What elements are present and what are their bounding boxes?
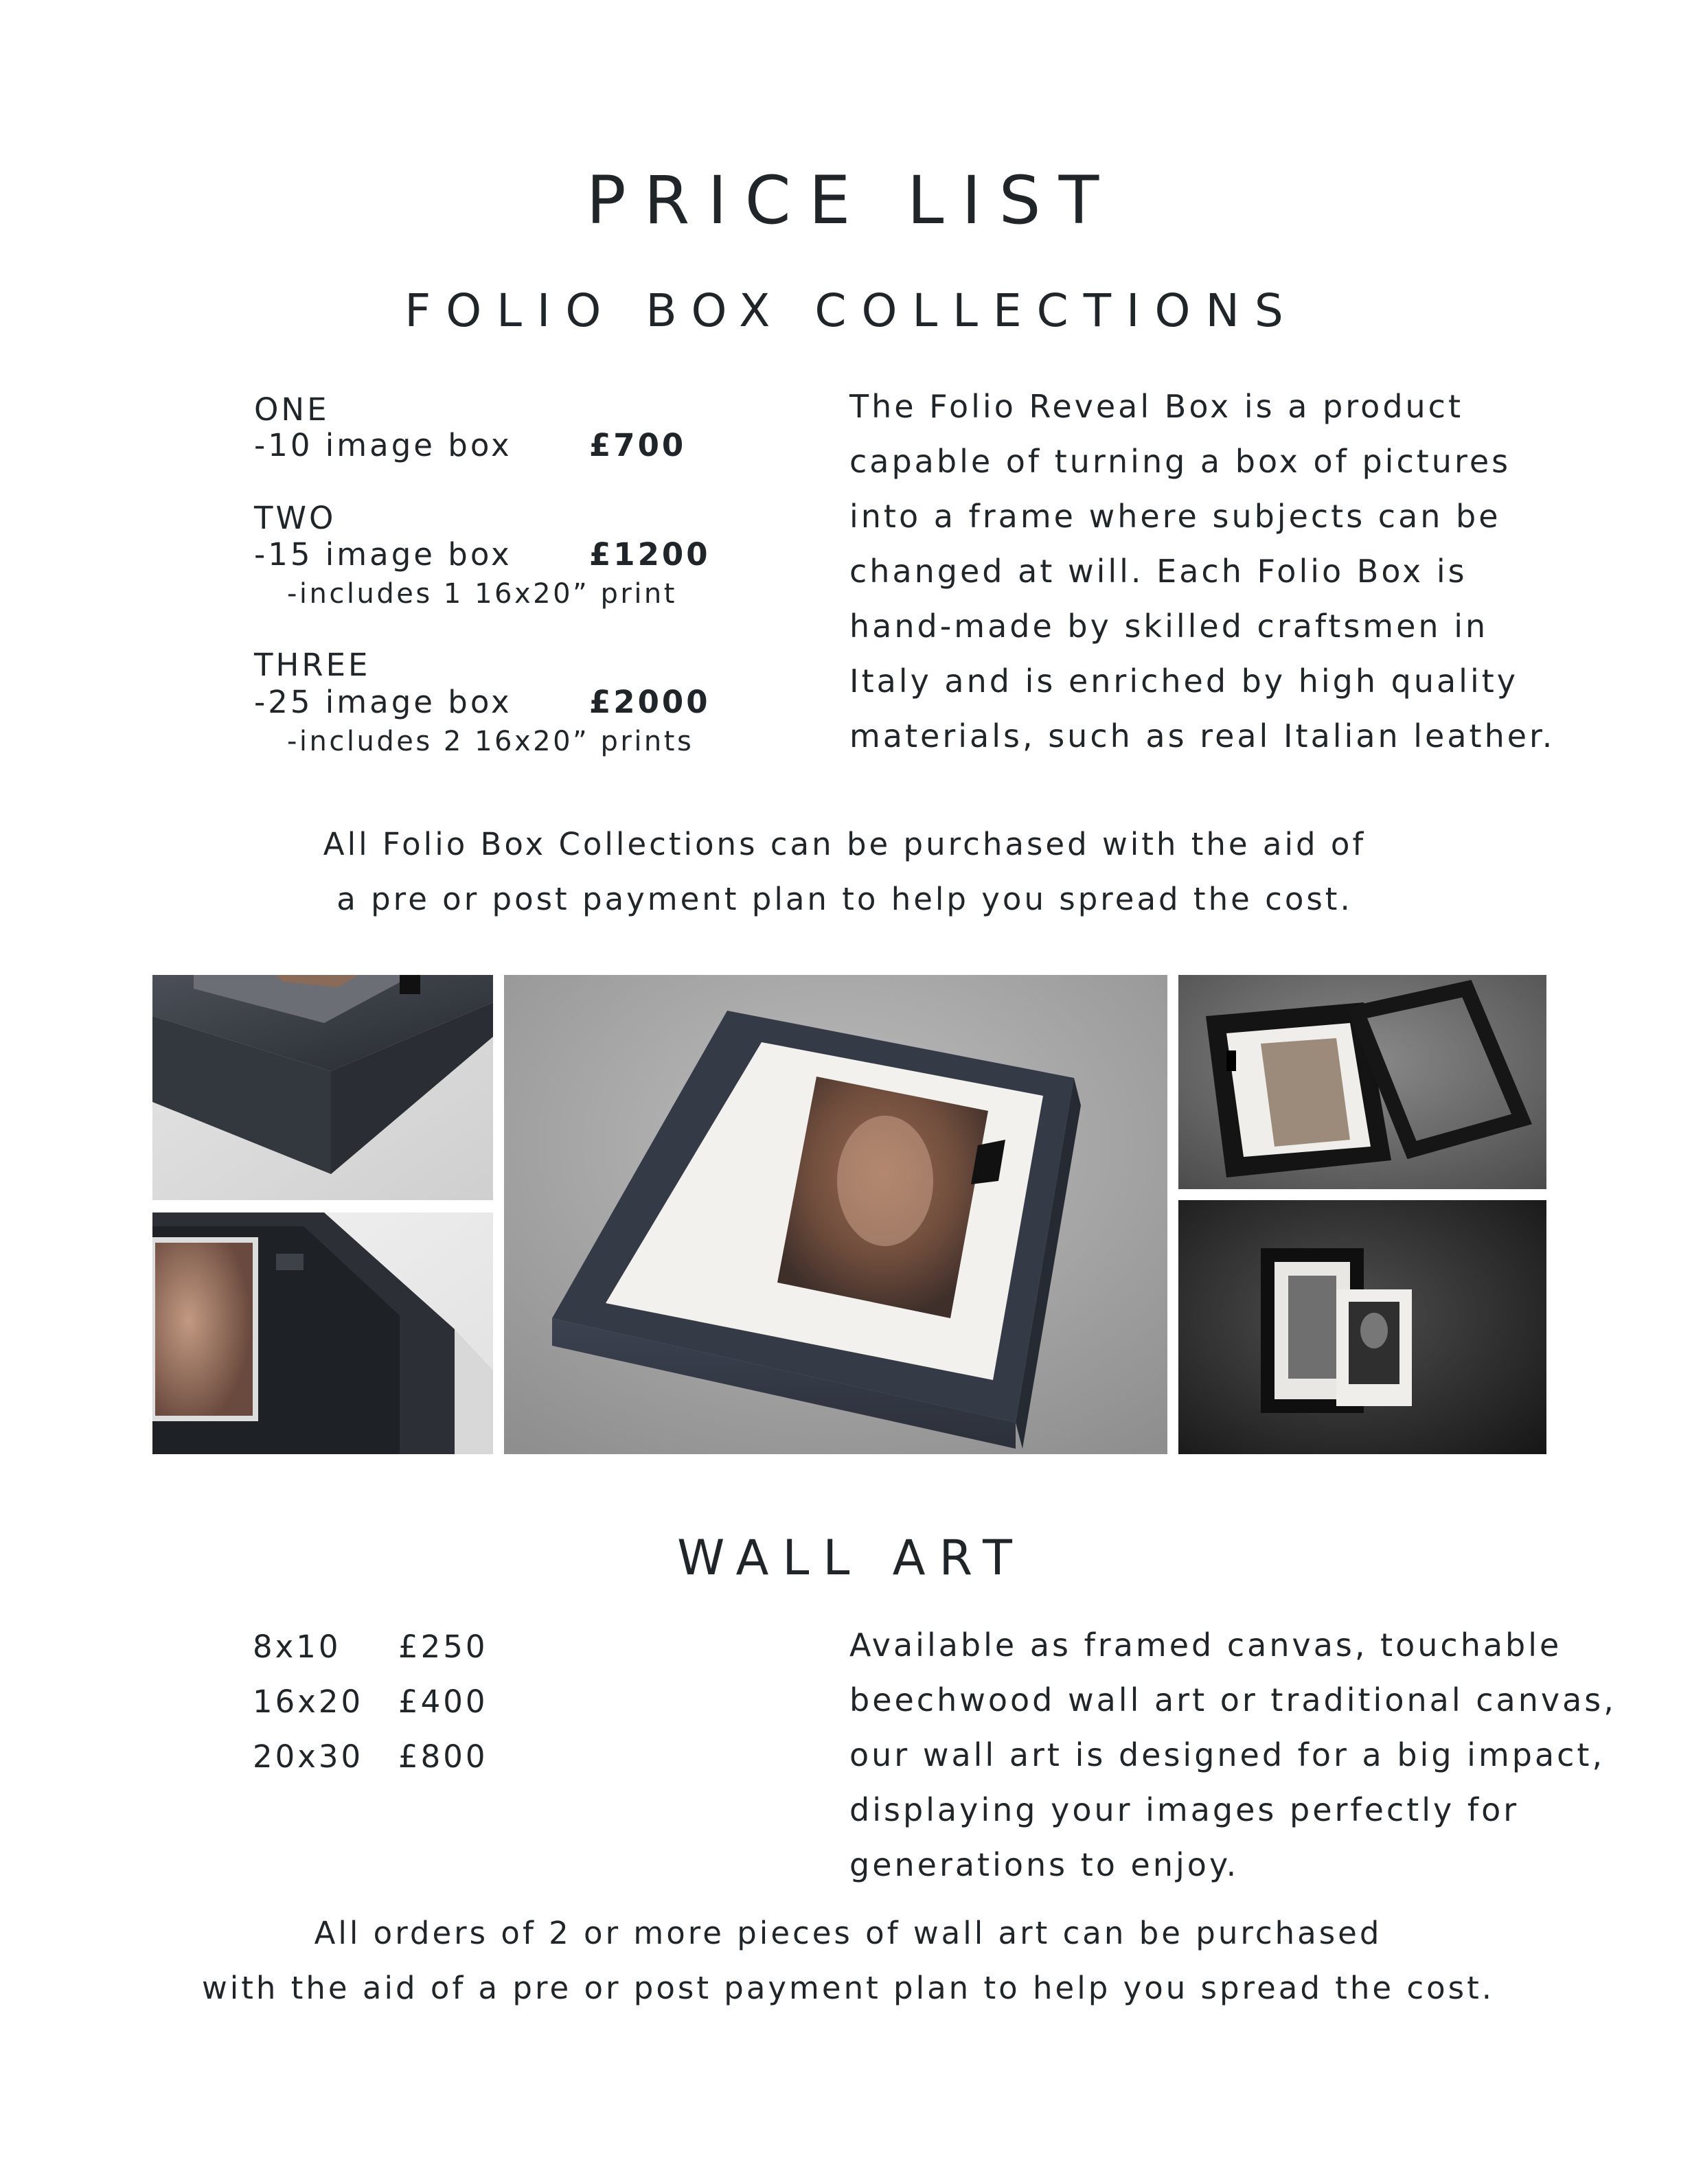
description-line: Available as framed canvas, touchable [849, 1626, 1562, 1664]
section-title-folio: FOLIO BOX COLLECTIONS [404, 284, 1299, 337]
description-line: Italy and is enriched by high quality [849, 663, 1518, 700]
description-line: capable of turning a box of pictures [849, 443, 1511, 480]
folio-box-main-portrait-photo [504, 975, 1167, 1454]
description-line: changed at will. Each Folio Box is [849, 553, 1467, 590]
folio-box-open-lid-photo [1178, 975, 1546, 1189]
note-line: with the aid of a pre or post payment plan to help you spread the cost. [201, 1970, 1495, 2006]
collection-name: TWO [254, 500, 336, 536]
wall-art-size: 16x20 [253, 1683, 364, 1720]
description-line: The Folio Reveal Box is a product [849, 388, 1464, 425]
folio-box-corner-photo [152, 975, 493, 1200]
description-line: our wall art is designed for a big impact, [849, 1736, 1605, 1773]
folio-description [849, 379, 1555, 763]
description-line: displaying your images perfectly for [849, 1791, 1520, 1828]
collection-name: ONE [254, 391, 330, 428]
collection-extra: -includes 2 16x20” prints [287, 726, 694, 757]
collection-item: -10 image box [254, 427, 512, 463]
wall-art-price: £400 [398, 1683, 488, 1720]
note-line: All Folio Box Collections can be purchased with the aid of [323, 826, 1367, 862]
description-line: hand-made by skilled craftsmen in [849, 608, 1489, 645]
collection-name: THREE [254, 647, 371, 683]
wall-art-size: 20x30 [253, 1738, 364, 1775]
wall-art-size: 8x10 [253, 1629, 341, 1665]
wall-art-price: £250 [398, 1629, 488, 1665]
note-line: a pre or post payment plan to help you spread the cost. [336, 881, 1353, 917]
collection-item: -15 image box [254, 536, 512, 573]
wall-art-description [849, 1618, 1616, 1892]
collection-item: -25 image box [254, 684, 512, 720]
collection-price: £1200 [589, 536, 711, 573]
note-line: All orders of 2 or more pieces of wall art can be purchased [314, 1915, 1382, 1951]
framed-prints-photo [1178, 1200, 1546, 1454]
section-title-wall-art: WALL ART [677, 1530, 1026, 1586]
wall-art-payment-note [0, 1906, 1700, 2016]
folio-box-corner-portrait-photo [152, 1212, 493, 1454]
collection-price: £2000 [589, 684, 711, 720]
folio-payment-note [0, 817, 1696, 927]
description-line: beechwood wall art or traditional canvas, [849, 1681, 1616, 1719]
wall-art-price: £800 [398, 1738, 488, 1775]
description-line: generations to enjoy. [849, 1846, 1239, 1883]
collection-extra: -includes 1 16x20” print [287, 578, 677, 610]
description-line: into a frame where subjects can be [849, 498, 1501, 535]
page-title: PRICE LIST [586, 162, 1117, 239]
collection-price: £700 [589, 427, 687, 463]
description-line: materials, such as real Italian leather. [849, 717, 1555, 755]
